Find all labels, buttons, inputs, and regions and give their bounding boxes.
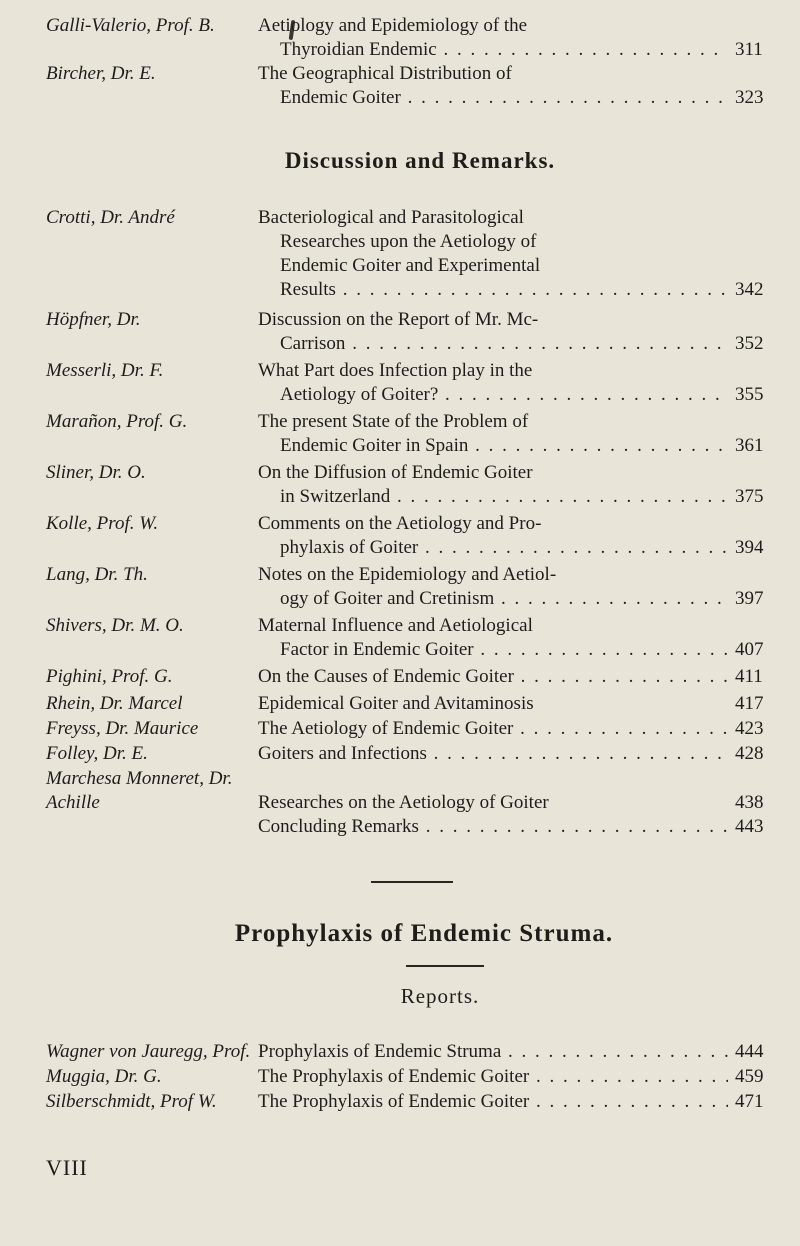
entry-title: Maternal Influence and Aetiological Factor in Endemic Goiter . . .	[258, 614, 728, 662]
entry-title: Concluding Remarks . . .	[258, 815, 728, 839]
entry-title: The Prophylaxis of Endemic Goiter . . .	[258, 1090, 728, 1114]
entry-author: Bircher, Dr. E.	[46, 63, 156, 84]
entry-page: 323	[735, 87, 764, 108]
entry-page: 407	[735, 639, 764, 660]
entry-title: The Geographical Distribution of Endemic Goiter . . .	[258, 62, 728, 110]
entry-author: Freyss, Dr. Maurice	[46, 718, 199, 739]
prophylaxis-heading: Prophylaxis of Endemic Struma.	[234, 920, 614, 947]
entry-page: 438	[735, 792, 764, 813]
entry-author: Kolle, Prof. W.	[46, 513, 159, 534]
entry-title: What Part does Infection play in the Aetiology of Goiter? . . .	[258, 359, 728, 407]
entry-author: Sliner, Dr. O.	[46, 462, 146, 483]
entry-page: 423	[735, 718, 764, 739]
entry-page: 375	[735, 486, 764, 507]
entry-title: Aetiology and Epidemiology of the Thyroidian Endemic . . .	[258, 14, 728, 62]
entry-page: 428	[735, 743, 764, 764]
entry-title: Epidemical Goiter and Avitaminosis	[258, 693, 534, 714]
entry-page: 355	[735, 384, 764, 405]
entry-title: Comments on the Aetiology and Pro- phylaxis of Goiter . . .	[258, 512, 728, 560]
entry-page: 444	[735, 1041, 764, 1062]
section-divider	[371, 881, 453, 883]
entry-page: 394	[735, 537, 764, 558]
entry-author: Silberschmidt, Prof W.	[46, 1091, 217, 1112]
entry-author: Rhein, Dr. Marcel	[46, 693, 183, 714]
entry-author: Muggia, Dr. G.	[46, 1066, 162, 1087]
entry-page: 459	[735, 1066, 764, 1087]
entry-author: Galli-Valerio, Prof. B.	[46, 15, 215, 36]
entry-title: The Aetiology of Endemic Goiter . . .	[258, 717, 728, 741]
entry-title: On the Causes of Endemic Goiter . . .	[258, 665, 728, 689]
entry-page: 352	[735, 333, 764, 354]
entry-page: 411	[735, 666, 763, 687]
entry-page: 311	[735, 39, 763, 60]
entry-title: Notes on the Epidemiology and Aetiol- ogy of Goiter and Cretinism . . .	[258, 563, 728, 611]
entry-author: Marañon, Prof. G.	[46, 411, 188, 432]
entry-page: 417	[735, 693, 764, 714]
entry-author: Marchesa Monneret, Dr. Achille	[46, 768, 233, 813]
entry-page: 342	[735, 279, 764, 300]
entry-page: 471	[735, 1091, 764, 1112]
entry-title: On the Diffusion of Endemic Goiter in Switzerland . . .	[258, 461, 728, 509]
entry-title: Discussion on the Report of Mr. Mc- Carrison . . .	[258, 308, 728, 356]
entry-page: 443	[735, 816, 764, 837]
entry-title: Researches on the Aetiology of Goiter	[258, 792, 549, 813]
entry-title: Bacteriological and Parasitological Researches upon the Aetiology of Endemic Goiter and Experimental Results . . .	[258, 206, 728, 302]
reports-subheading: Reports.	[400, 984, 480, 1008]
entry-author: Folley, Dr. E.	[46, 743, 148, 764]
entry-page: 397	[735, 588, 764, 609]
entry-author: Wagner von Jauregg, Prof.	[46, 1041, 251, 1062]
page-folio: VIII	[46, 1155, 88, 1180]
entry-author: Shivers, Dr. M. O.	[46, 615, 184, 636]
entry-author: Messerli, Dr. F.	[46, 360, 164, 381]
entry-author: Höpfner, Dr.	[46, 309, 141, 330]
entry-title: Goiters and Infections . . .	[258, 742, 728, 766]
entry-page: 361	[735, 435, 764, 456]
entry-author: Crotti, Dr. André	[46, 207, 175, 228]
entry-title: Prophylaxis of Endemic Struma . . .	[258, 1040, 728, 1064]
discussion-heading: Discussion and Remarks.	[284, 148, 556, 173]
heading-underline	[406, 965, 484, 967]
entry-author: Lang, Dr. Th.	[46, 564, 148, 585]
entry-title: The Prophylaxis of Endemic Goiter . . .	[258, 1065, 728, 1089]
entry-title: The present State of the Problem of Endemic Goiter in Spain . . .	[258, 410, 728, 458]
entry-author: Pighini, Prof. G.	[46, 666, 173, 687]
